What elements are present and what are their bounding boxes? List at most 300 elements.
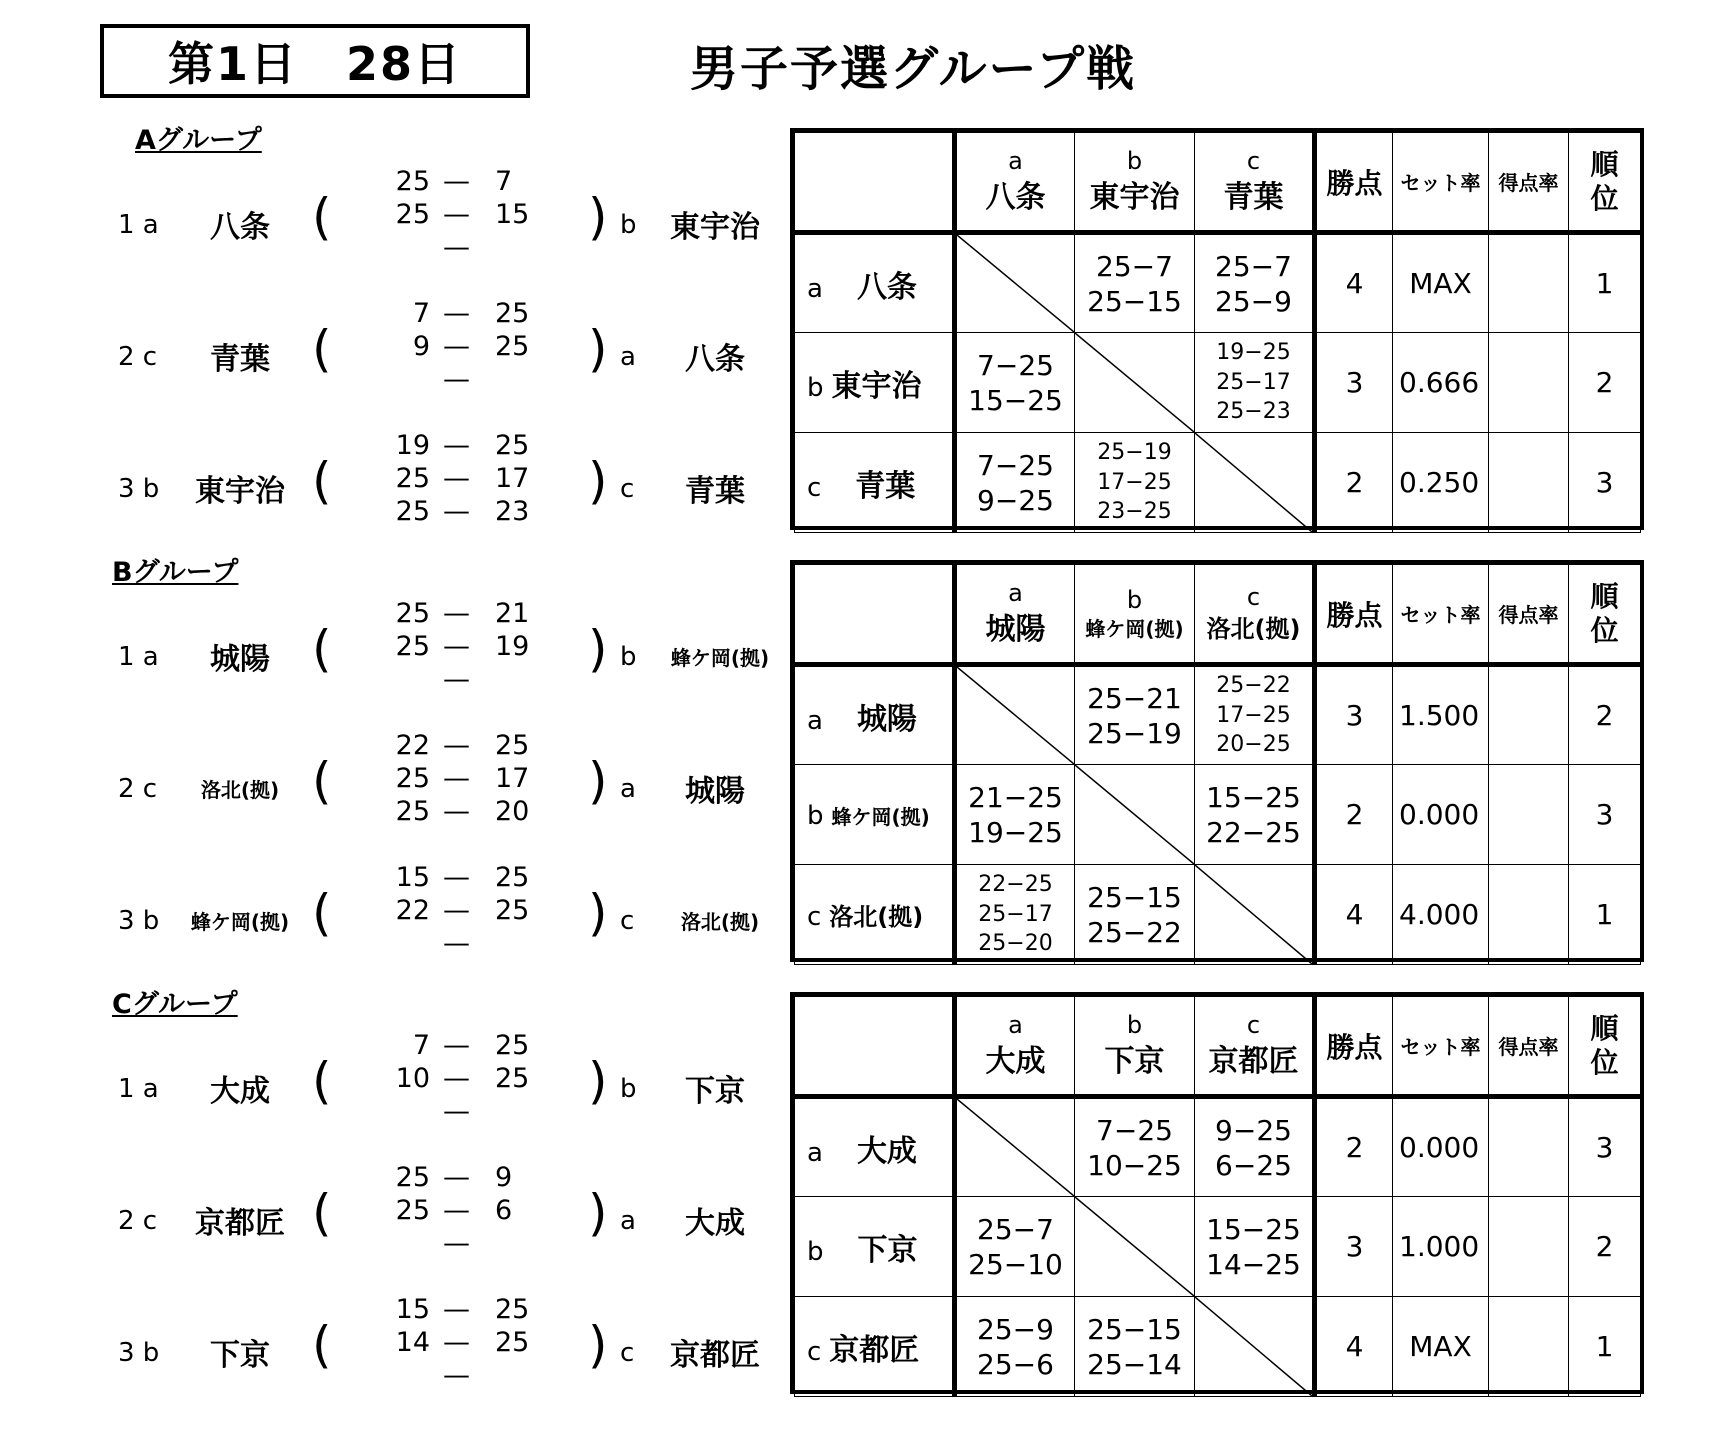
close-paren: ) — [588, 452, 608, 510]
set-dash: — — [443, 796, 470, 827]
set-score-away: 23 — [495, 496, 530, 527]
score-rate-value — [1489, 1097, 1569, 1197]
match-team-1: 城陽 — [210, 642, 270, 677]
open-paren: ( — [312, 620, 332, 678]
match-number: 1 a — [118, 642, 159, 672]
row-team-header — [795, 433, 955, 533]
match-row — [0, 862, 780, 992]
column-team-name: 洛北(拠) — [1206, 614, 1301, 643]
set-score-row — [375, 1195, 550, 1228]
set-dash: — — [443, 664, 470, 695]
column-letter: a — [1008, 1011, 1023, 1040]
result-cell — [1195, 765, 1315, 865]
set-score-row — [375, 1360, 550, 1393]
table-corner — [795, 565, 955, 665]
set-score-row — [375, 232, 550, 265]
set-dash: — — [443, 1096, 470, 1127]
row-team-header — [795, 765, 955, 865]
set-score-row — [375, 598, 550, 631]
result-score: 9−25 6−25 — [1215, 1113, 1292, 1182]
set-score-away: 9 — [495, 1162, 513, 1193]
column-letter: b — [1126, 585, 1143, 614]
diagonal-cell — [1195, 433, 1315, 533]
row-team-name: 蜂ケ岡(拠) — [831, 805, 930, 829]
set-dash: — — [443, 1162, 470, 1193]
row-team-name: 八条 — [856, 269, 917, 305]
set-score-away: 25 — [495, 895, 530, 926]
set-dash: — — [443, 763, 470, 794]
open-paren: ( — [312, 1052, 332, 1110]
row-letter: a — [807, 273, 823, 304]
match-team-1: 下京 — [210, 1338, 270, 1373]
column-letter: b — [1126, 147, 1143, 176]
set-dash: — — [443, 298, 470, 329]
column-team-header — [1195, 997, 1315, 1097]
set-dash: — — [443, 463, 470, 494]
set-score-away: 17 — [495, 763, 530, 794]
rank-value: 2 — [1569, 333, 1641, 433]
set-dash: — — [443, 928, 470, 959]
set-score-home: 22 — [395, 895, 430, 926]
column-team-name: 蜂ケ岡(拠) — [1085, 617, 1184, 642]
match-team-2: 東宇治 — [670, 210, 760, 245]
match-side-2: b — [620, 1074, 637, 1104]
result-score: 15−25 14−25 — [1206, 1212, 1301, 1281]
set-score-row — [375, 796, 550, 829]
close-paren: ) — [588, 1184, 608, 1242]
result-cell — [1195, 1097, 1315, 1197]
set-score-away: 25 — [495, 1294, 530, 1325]
set-score-row — [375, 664, 550, 697]
set-score-away: 21 — [495, 598, 530, 629]
rank-value: 1 — [1569, 865, 1641, 965]
column-team-name: 下京 — [1104, 1043, 1165, 1079]
open-paren: ( — [312, 752, 332, 810]
match-row — [0, 430, 780, 560]
result-cell — [1195, 333, 1315, 433]
score-rate-value — [1489, 765, 1569, 865]
set-score-row — [375, 1063, 550, 1096]
match-team-1: 東宇治 — [195, 474, 285, 509]
column-team-header — [1195, 565, 1315, 665]
result-score: 15−25 22−25 — [1206, 780, 1301, 849]
open-paren: ( — [312, 884, 332, 942]
set-score-home: 25 — [395, 796, 430, 827]
row-team-header — [795, 1197, 955, 1297]
row-team-name: 京都匠 — [829, 1332, 920, 1368]
diagonal-cell — [1075, 333, 1195, 433]
set-score-home: 15 — [395, 862, 430, 893]
row-team-name: 洛北(拠) — [829, 902, 924, 931]
result-cell — [1075, 865, 1195, 965]
set-score-row — [375, 862, 550, 895]
group-label: Bグループ — [112, 557, 239, 588]
result-cell — [1075, 1297, 1195, 1397]
score-rate-value — [1489, 865, 1569, 965]
set-dash: — — [443, 430, 470, 461]
group-label: Cグループ — [112, 989, 238, 1020]
result-score: 25−15 25−22 — [1087, 880, 1182, 949]
match-team-1: 八条 — [210, 210, 270, 245]
column-team-header — [955, 997, 1075, 1097]
match-team-2: 大成 — [685, 1206, 745, 1241]
set-dash: — — [443, 331, 470, 362]
result-cell — [1195, 1197, 1315, 1297]
set-dash: — — [443, 598, 470, 629]
match-row — [0, 598, 780, 728]
standings-row — [795, 665, 1641, 765]
close-paren: ) — [588, 188, 608, 246]
points-value: 3 — [1315, 665, 1393, 765]
score-rate-value — [1489, 433, 1569, 533]
column-letter: a — [1008, 579, 1023, 608]
row-team-name: 青葉 — [855, 468, 916, 504]
set-score-home: 25 — [395, 463, 430, 494]
match-number: 3 b — [118, 1338, 160, 1368]
set-scores — [375, 1162, 550, 1261]
standings-row — [795, 433, 1641, 533]
close-paren: ) — [588, 1052, 608, 1110]
row-team-name: 城陽 — [856, 701, 917, 737]
rank-value: 3 — [1569, 1097, 1641, 1197]
points-value: 3 — [1315, 1197, 1393, 1297]
standings-row — [795, 1097, 1641, 1197]
match-side-2: b — [620, 210, 637, 240]
match-row — [0, 1162, 780, 1292]
result-cell — [955, 1197, 1075, 1297]
points-value: 2 — [1315, 1097, 1393, 1197]
score-rate-header: 得点率 — [1498, 171, 1559, 195]
set-score-away: 19 — [495, 631, 530, 662]
rank-header: 順位 — [1590, 579, 1619, 647]
standings-row — [795, 865, 1641, 965]
score-rate-value — [1489, 1297, 1569, 1397]
set-score-row — [375, 1096, 550, 1129]
points-value: 3 — [1315, 333, 1393, 433]
close-paren: ) — [588, 620, 608, 678]
set-dash: — — [443, 862, 470, 893]
result-score: 25−7 25−9 — [1215, 249, 1292, 318]
close-paren: ) — [588, 884, 608, 942]
result-cell — [955, 765, 1075, 865]
result-cell — [955, 433, 1075, 533]
rank-value: 2 — [1569, 1197, 1641, 1297]
rank-value: 1 — [1569, 1297, 1641, 1397]
diagonal-cell — [1075, 765, 1195, 865]
result-score: 25−21 25−19 — [1087, 681, 1182, 750]
result-score: 25−15 25−14 — [1087, 1312, 1182, 1381]
set-score-row — [375, 1294, 550, 1327]
standings-table — [790, 992, 1644, 1394]
column-letter: c — [1246, 1011, 1261, 1040]
set-rate-value: 0.000 — [1393, 765, 1489, 865]
set-rate-value: MAX — [1393, 233, 1489, 333]
set-rate-header: セット率 — [1400, 603, 1481, 627]
row-letter: b — [807, 372, 824, 403]
set-rate-value: 4.000 — [1393, 865, 1489, 965]
match-row — [0, 298, 780, 428]
set-dash: — — [443, 1030, 470, 1061]
result-cell — [1075, 1097, 1195, 1197]
points-header: 勝点 — [1326, 166, 1383, 200]
row-letter: a — [807, 1137, 823, 1168]
set-rate-value: 0.250 — [1393, 433, 1489, 533]
set-score-home: 19 — [395, 430, 430, 461]
set-dash: — — [443, 364, 470, 395]
score-rate-header: 得点率 — [1498, 603, 1559, 627]
column-team-name: 八条 — [985, 179, 1046, 215]
result-cell — [1195, 665, 1315, 765]
points-header: 勝点 — [1326, 1030, 1383, 1064]
open-paren: ( — [312, 188, 332, 246]
result-cell — [955, 1297, 1075, 1397]
column-team-header — [955, 133, 1075, 233]
row-team-header — [795, 1097, 955, 1197]
set-dash: — — [443, 166, 470, 197]
result-score: 25−7 25−10 — [968, 1212, 1063, 1281]
match-side-2: c — [620, 474, 635, 504]
set-dash: — — [443, 1294, 470, 1325]
open-paren: ( — [312, 1184, 332, 1242]
set-rate-value: MAX — [1393, 1297, 1489, 1397]
row-letter: c — [807, 901, 822, 932]
set-score-home: 25 — [395, 631, 430, 662]
standings-row — [795, 1197, 1641, 1297]
row-letter: b — [807, 1236, 824, 1267]
column-team-name: 城陽 — [985, 611, 1046, 647]
match-team-2: 洛北(拠) — [680, 910, 760, 934]
set-score-away: 25 — [495, 1327, 530, 1358]
set-score-row — [375, 364, 550, 397]
match-number: 2 c — [118, 1206, 158, 1236]
group-section — [0, 118, 1722, 548]
set-score-home: 15 — [395, 1294, 430, 1325]
match-row — [0, 1294, 780, 1424]
result-cell — [955, 333, 1075, 433]
match-team-1: 青葉 — [210, 342, 270, 377]
match-team-2: 城陽 — [685, 774, 745, 809]
score-rate-header: 得点率 — [1498, 1035, 1559, 1059]
match-number: 1 a — [118, 210, 159, 240]
match-number: 2 c — [118, 342, 158, 372]
set-score-row — [375, 928, 550, 961]
set-dash: — — [443, 1195, 470, 1226]
result-score: 7−25 10−25 — [1087, 1113, 1182, 1182]
set-score-row — [375, 463, 550, 496]
set-score-home: 7 — [412, 1030, 430, 1061]
set-score-row — [375, 430, 550, 463]
set-score-home: 9 — [412, 331, 430, 362]
column-team-header — [1075, 565, 1195, 665]
result-score: 19−25 25−17 25−23 — [1216, 339, 1291, 425]
result-score: 21−25 19−25 — [968, 780, 1063, 849]
set-score-row — [375, 1030, 550, 1063]
set-score-row — [375, 1228, 550, 1261]
match-side-2: b — [620, 642, 637, 672]
match-team-2: 下京 — [685, 1074, 745, 1109]
set-scores — [375, 430, 550, 529]
set-scores — [375, 166, 550, 265]
open-paren: ( — [312, 452, 332, 510]
diagonal-cell — [1075, 1197, 1195, 1297]
set-dash: — — [443, 1228, 470, 1259]
rank-value: 3 — [1569, 765, 1641, 865]
set-score-away: 25 — [495, 430, 530, 461]
set-dash: — — [443, 730, 470, 761]
column-team-name: 青葉 — [1223, 179, 1284, 215]
column-letter: a — [1008, 147, 1023, 176]
open-paren: ( — [312, 1316, 332, 1374]
match-team-2: 京都匠 — [670, 1338, 760, 1373]
group-section — [0, 982, 1722, 1412]
match-number: 2 c — [118, 774, 158, 804]
day-label: 第1日 28日 — [100, 24, 530, 98]
diagonal-cell — [955, 1097, 1075, 1197]
match-team-2: 八条 — [685, 342, 745, 377]
set-score-row — [375, 730, 550, 763]
match-team-1: 蜂ケ岡(拠) — [190, 910, 290, 934]
row-team-header — [795, 333, 955, 433]
result-score: 22−25 25−17 25−20 — [978, 871, 1053, 957]
result-cell — [1075, 665, 1195, 765]
set-score-row — [375, 298, 550, 331]
set-score-row — [375, 331, 550, 364]
set-score-home: 25 — [395, 598, 430, 629]
match-team-2: 蜂ケ岡(拠) — [670, 646, 770, 670]
set-score-home: 25 — [395, 1162, 430, 1193]
points-value: 4 — [1315, 865, 1393, 965]
set-score-home: 14 — [395, 1327, 430, 1358]
set-score-home: 10 — [395, 1063, 430, 1094]
set-score-row — [375, 631, 550, 664]
set-rate-value: 0.666 — [1393, 333, 1489, 433]
result-score: 7−25 15−25 — [968, 348, 1063, 417]
set-score-away: 7 — [495, 166, 513, 197]
set-scores — [375, 862, 550, 961]
points-value: 2 — [1315, 433, 1393, 533]
match-number: 1 a — [118, 1074, 159, 1104]
match-side-2: c — [620, 1338, 635, 1368]
open-paren: ( — [312, 320, 332, 378]
set-rate-value: 1.000 — [1393, 1197, 1489, 1297]
row-team-name: 下京 — [857, 1232, 918, 1268]
standings-table — [790, 560, 1644, 962]
row-team-header — [795, 233, 955, 333]
set-score-away: 25 — [495, 331, 530, 362]
row-letter: c — [807, 472, 822, 503]
set-dash: — — [443, 1327, 470, 1358]
row-letter: c — [807, 1336, 822, 1367]
match-side-2: c — [620, 906, 635, 936]
page-title: 男子予選グループ戦 — [690, 41, 1137, 97]
close-paren: ) — [588, 1316, 608, 1374]
match-team-1: 京都匠 — [195, 1206, 285, 1241]
score-rate-value — [1489, 333, 1569, 433]
standings-row — [795, 1297, 1641, 1397]
set-score-row — [375, 199, 550, 232]
row-team-header — [795, 865, 955, 965]
result-score: 25−22 17−25 20−25 — [1216, 672, 1291, 758]
match-row — [0, 730, 780, 860]
set-score-away: 25 — [495, 730, 530, 761]
match-row — [0, 1030, 780, 1160]
rank-header: 順位 — [1590, 147, 1619, 215]
set-score-row — [375, 496, 550, 529]
table-corner — [795, 997, 955, 1097]
set-dash: — — [443, 232, 470, 263]
rank-value: 2 — [1569, 665, 1641, 765]
row-team-name: 大成 — [856, 1133, 917, 1169]
diagonal-cell — [955, 665, 1075, 765]
diagonal-cell — [955, 233, 1075, 333]
result-score: 25−19 17−25 23−25 — [1097, 439, 1172, 525]
points-value: 4 — [1315, 233, 1393, 333]
set-dash: — — [443, 1063, 470, 1094]
points-value: 4 — [1315, 1297, 1393, 1397]
table-corner — [795, 133, 955, 233]
set-dash: — — [443, 496, 470, 527]
set-score-away: 20 — [495, 796, 530, 827]
set-score-home: 25 — [395, 199, 430, 230]
group-label: Aグループ — [135, 125, 262, 156]
diagonal-cell — [1195, 1297, 1315, 1397]
match-side-2: a — [620, 774, 636, 804]
row-team-header — [795, 665, 955, 765]
match-row — [0, 166, 780, 296]
set-scores — [375, 1030, 550, 1129]
set-dash: — — [443, 1360, 470, 1391]
set-rate-header: セット率 — [1400, 1035, 1481, 1059]
diagonal-cell — [1195, 865, 1315, 965]
set-score-row — [375, 166, 550, 199]
set-dash: — — [443, 631, 470, 662]
result-score: 7−25 9−25 — [977, 448, 1054, 517]
set-score-home: 25 — [395, 763, 430, 794]
row-team-header — [795, 1297, 955, 1397]
close-paren: ) — [588, 752, 608, 810]
row-letter: b — [807, 801, 824, 831]
match-number: 3 b — [118, 906, 160, 936]
result-cell — [1075, 233, 1195, 333]
row-letter: a — [807, 705, 823, 736]
rank-value: 1 — [1569, 233, 1641, 333]
set-score-row — [375, 1327, 550, 1360]
column-team-name: 大成 — [985, 1043, 1046, 1079]
set-score-away: 25 — [495, 1030, 530, 1061]
set-score-away: 25 — [495, 862, 530, 893]
set-dash: — — [443, 199, 470, 230]
match-team-1: 大成 — [210, 1074, 270, 1109]
set-score-home: 25 — [395, 496, 430, 527]
set-scores — [375, 298, 550, 397]
set-score-away: 6 — [495, 1195, 513, 1226]
set-score-home: 25 — [395, 166, 430, 197]
set-score-home: 25 — [395, 1195, 430, 1226]
set-rate-header: セット率 — [1400, 171, 1481, 195]
column-team-name: 東宇治 — [1089, 179, 1180, 215]
column-team-name: 京都匠 — [1208, 1043, 1299, 1079]
rank-value: 3 — [1569, 433, 1641, 533]
column-team-header — [1075, 133, 1195, 233]
result-cell — [1075, 433, 1195, 533]
points-header: 勝点 — [1326, 598, 1383, 632]
score-rate-value — [1489, 665, 1569, 765]
set-rate-value: 0.000 — [1393, 1097, 1489, 1197]
set-score-row — [375, 1162, 550, 1195]
set-score-home: 7 — [412, 298, 430, 329]
set-scores — [375, 730, 550, 829]
set-score-row — [375, 763, 550, 796]
